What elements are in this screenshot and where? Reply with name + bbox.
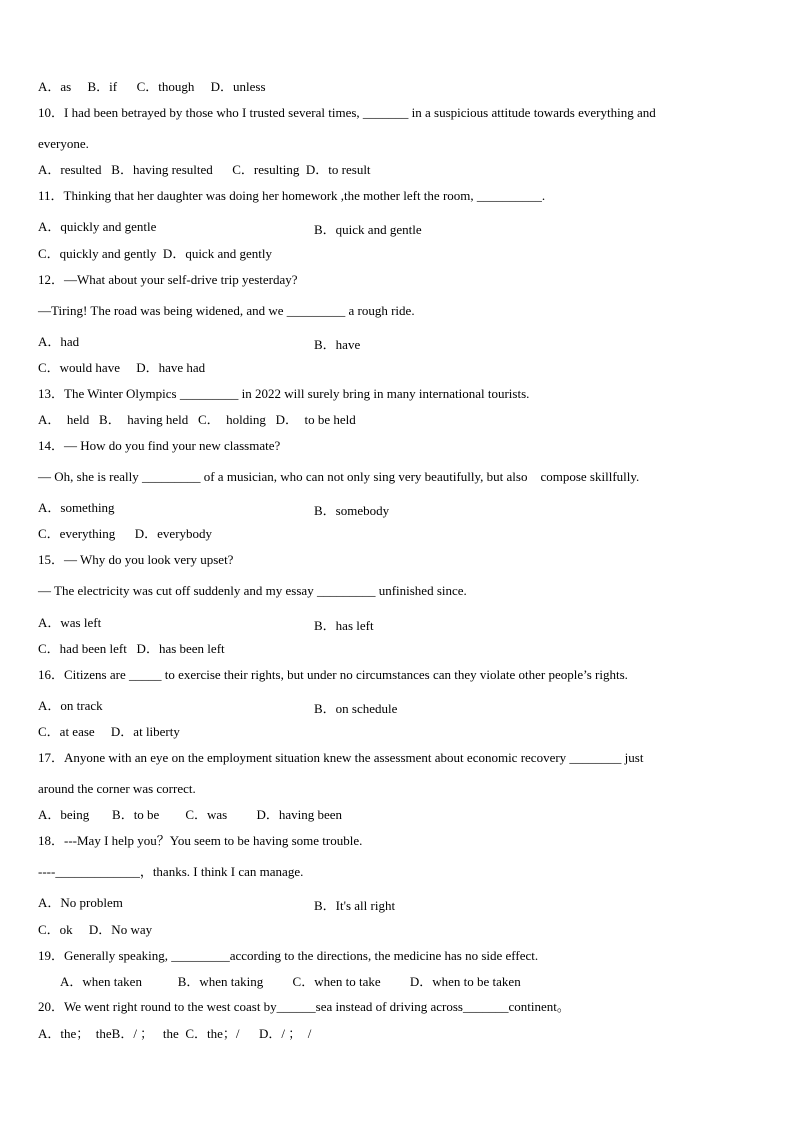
q20-options: A．the； theB．/ ； the C．the；/ D．/ ； / xyxy=(38,1026,312,1041)
q10-stem: 10．I had been betrayed by those who I trusted several times, _______ in a suspicious attitude towards everything and xyxy=(38,105,656,120)
q18-stem-cont: ----_____________，thanks. I think I can manage. xyxy=(38,864,304,879)
q13-options: A． held B． having held C． holding D． to be held xyxy=(38,412,356,427)
q11-option-b: B．quick and gentle xyxy=(314,222,422,237)
q18-stem: 18．---May I help you？You seem to be having some trouble. xyxy=(38,833,363,848)
q16-option-a: A．on track xyxy=(38,698,103,713)
q18-options-cd: C．ok D．No way xyxy=(38,922,153,937)
q15-option-a: A．was left xyxy=(38,615,102,630)
q13-stem: 13．The Winter Olympics _________ in 2022 will surely bring in many international tourists. xyxy=(38,386,530,401)
q11-stem: 11．Thinking that her daughter was doing her homework ,the mother left the room, __________. xyxy=(38,188,546,203)
q14-stem-cont: — Oh, she is really _________ of a musician, who can not only sing very beautifully, but also compose skillfully. xyxy=(38,469,640,484)
q19-stem: 19．Generally speaking, _________according to the directions, the medicine has no side effect. xyxy=(38,948,539,963)
q12-option-b: B．have xyxy=(314,337,361,352)
q15-stem-cont: — The electricity was cut off suddenly and my essay _________ unfinished since. xyxy=(38,583,467,598)
q15-option-b: B．has left xyxy=(314,618,374,633)
q12-stem-cont: —Tiring! The road was being widened, and we _________ a rough ride. xyxy=(38,303,415,318)
q16-options-cd: C．at ease D．at liberty xyxy=(38,724,180,739)
q17-stem: 17．Anyone with an eye on the employment situation knew the assessment about economic recovery ________ just xyxy=(38,750,644,765)
q10-stem-cont: everyone. xyxy=(38,136,89,151)
q11-options-cd: C．quickly and gently D．quick and gently xyxy=(38,246,272,261)
q12-stem: 12．—What about your self-drive trip yesterday? xyxy=(38,272,298,287)
q17-stem-cont: around the corner was correct. xyxy=(38,781,196,796)
q14-stem: 14．— How do you find your new classmate? xyxy=(38,438,281,453)
q10-options: A．resulted B．having resulted C．resulting D．to result xyxy=(38,162,371,177)
q18-option-a: A．No problem xyxy=(38,895,123,910)
q14-option-a: A．something xyxy=(38,500,115,515)
q19-options: A．when taken B．when taking C．when to take D．when to be taken xyxy=(60,974,521,989)
q20-stem: 20．We went right round to the west coast by______sea instead of driving across_______continent。 xyxy=(38,999,570,1014)
q14-options-cd: C．everything D．everybody xyxy=(38,526,213,541)
q15-stem: 15．— Why do you look very upset? xyxy=(38,552,234,567)
q12-options-cd: C．would have D．have had xyxy=(38,360,206,375)
q17-options: A．being B．to be C．was D．having been xyxy=(38,807,343,822)
q9-options: A．as B．if C．though D．unless xyxy=(38,79,266,94)
q14-option-b: B．somebody xyxy=(314,503,390,518)
q16-stem: 16．Citizens are _____ to exercise their rights, but under no circumstances can they violate other people’s rights. xyxy=(38,667,628,682)
q18-option-b: B．It's all right xyxy=(314,898,396,913)
q11-option-a: A．quickly and gentle xyxy=(38,219,157,234)
q12-option-a: A．had xyxy=(38,334,80,349)
q16-option-b: B．on schedule xyxy=(314,701,398,716)
q15-options-cd: C．had been left D．has been left xyxy=(38,641,225,656)
